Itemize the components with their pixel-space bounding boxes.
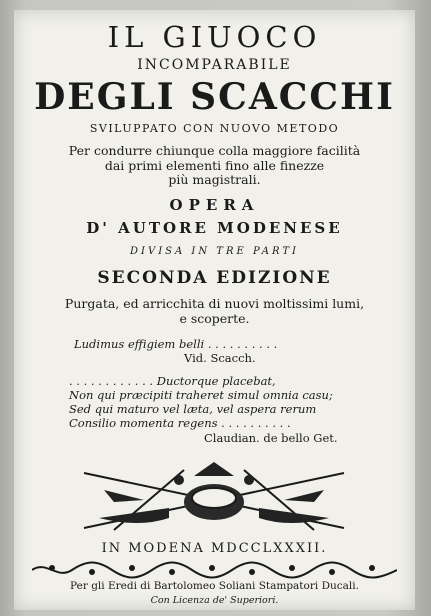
edition-line: SECONDA EDIZIONE: [97, 268, 332, 288]
author-line: D' AUTORE MODENESE: [86, 219, 343, 237]
purpose-text: Per condurre chiunque colla maggiore facilità dai primi elementi fino alle finezze più magistrali.: [68, 143, 361, 187]
license-line: Con Licenza de' Superiori.: [150, 595, 279, 606]
epigraph-1-source: Vid. Scacch.: [184, 351, 256, 365]
parts-line: DIVISA IN TRE PARTI: [130, 246, 299, 257]
opera-heading: OPERA: [169, 196, 260, 214]
epigraph-1: Ludimus effigiem belli . . . . . . . . . .: [74, 337, 278, 351]
title-page: [14, 10, 415, 610]
publisher-line: Per gli Eredi di Bartolomeo Soliani Stampatori Ducali.: [70, 580, 359, 592]
subtitle: SVILUPPATO CON NUOVO METODO: [89, 122, 340, 135]
title-line-2: INCOMPARABILE: [137, 57, 292, 73]
epigraph-2: . . . . . . . . . . . . Ductorque placebat, Non qui præcipiti traheret simul omnia casu; Sed qui maturo vel læta, vel aspera rerum Consilio momenta regens . . . . . . . . . .: [69, 374, 333, 430]
imprint-line: IN MODENA MDCCLXXXII.: [101, 541, 328, 556]
trophy-ornament: [74, 458, 354, 538]
improved-line: Purgata, ed arricchita di nuovi moltissimi lumi, e scoperte.: [64, 296, 365, 326]
decorative-border: [32, 560, 397, 580]
main-title: DEGLI SCACCHI: [34, 76, 395, 118]
title-line-1: IL GIUOCO: [107, 20, 322, 54]
epigraph-2-source: Claudian. de bello Get.: [204, 431, 338, 445]
